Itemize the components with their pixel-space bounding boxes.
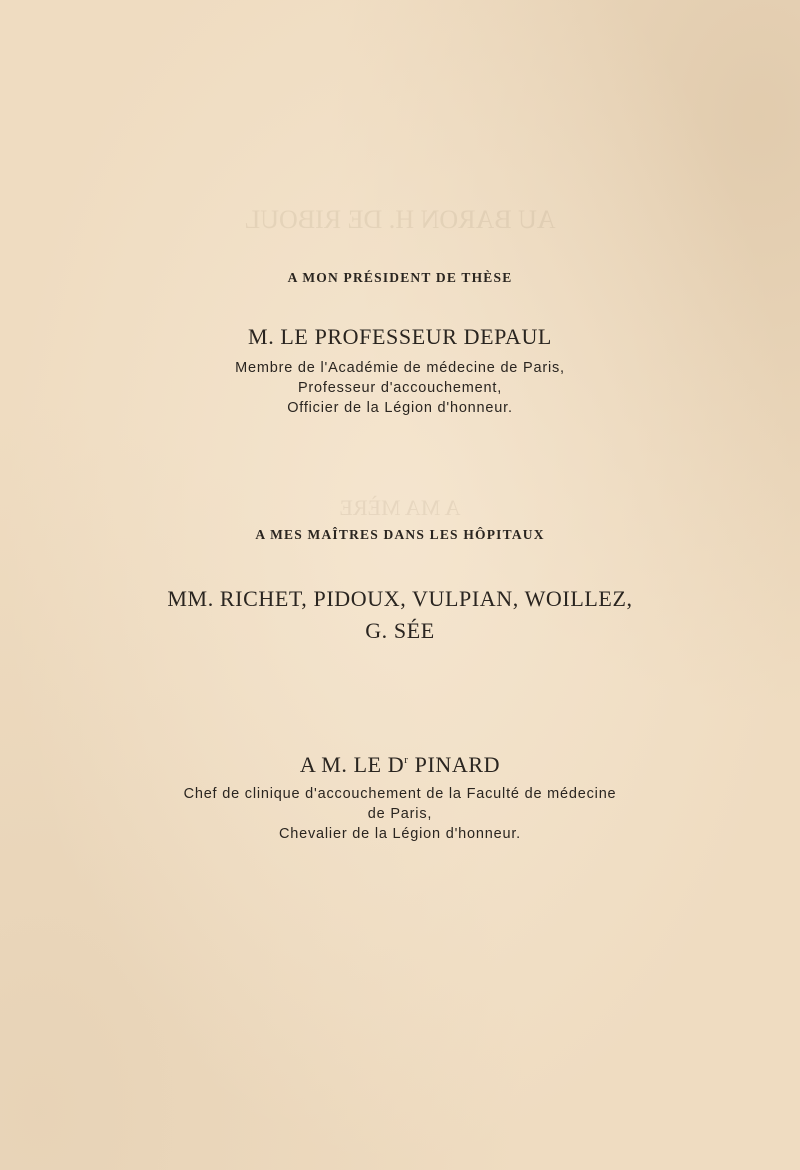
dedication-president-name: M. LE PROFESSEUR DEPAUL [248, 324, 552, 349]
dedication-masters-names: MM. RICHET, PIDOUX, VULPIAN, WOILLEZ, [167, 586, 633, 611]
pinard-title-line: de Paris, [367, 806, 433, 822]
pinard-title-line: Chevalier de la Légion d'honneur. [279, 826, 521, 842]
show-through-decoration: A MA MÈRE [339, 495, 461, 520]
pinard-surname: PINARD [408, 752, 501, 777]
dedication-masters-names: G. SÉE [365, 618, 435, 643]
pinard-superscript: r [404, 754, 409, 766]
pinard-prefix: A M. LE D [299, 752, 405, 777]
dedication-pinard-name [0, 752, 800, 778]
pinard-title-line: Chef de clinique d'accouchement de la Faculté de médecine [183, 786, 617, 802]
president-title-line: Professeur d'accouchement, [297, 380, 503, 396]
president-title-line: Officier de la Légion d'honneur. [287, 400, 513, 416]
dedication-president-heading: A MON PRÉSIDENT DE THÈSE [287, 270, 513, 285]
president-title-line: Membre de l'Académie de médecine de Paris, [235, 360, 565, 376]
show-through-decoration: AU BARON H. DE RIBOUL [244, 205, 556, 234]
dedication-masters-heading: A MES MAÎTRES DANS LES HÔPITAUX [255, 527, 545, 542]
